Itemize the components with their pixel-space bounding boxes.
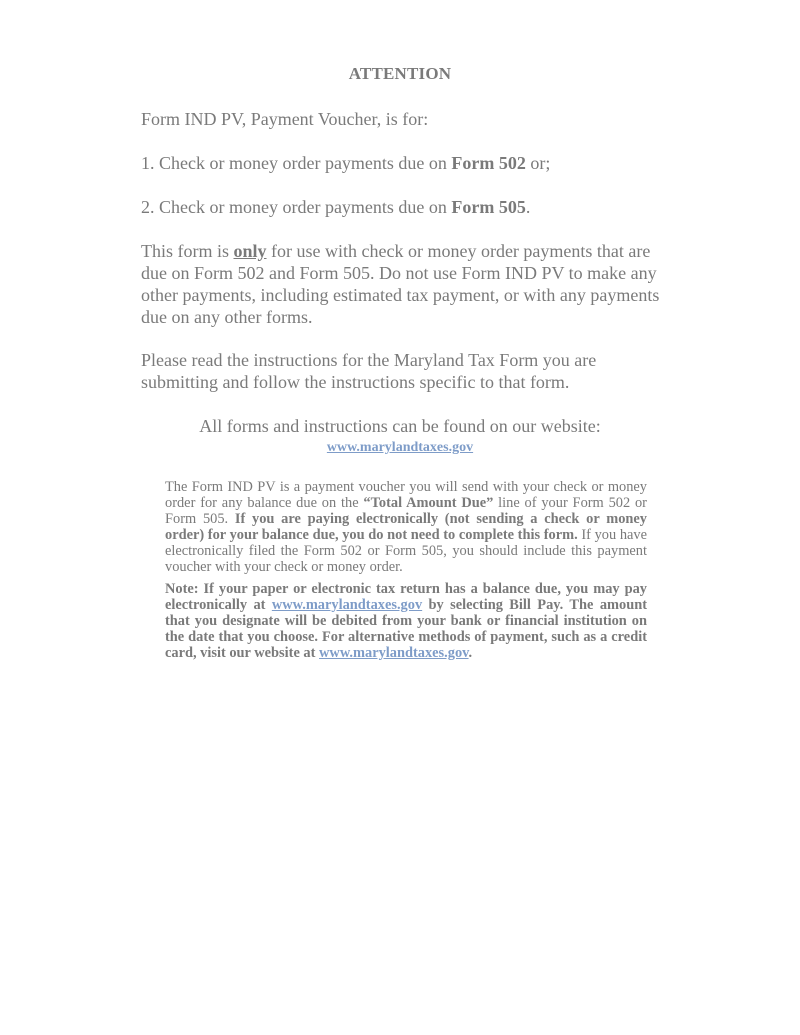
note-text-c: . bbox=[468, 644, 473, 661]
note-text-b: by selecting Bill Pay. The amount that you designate will be debited from your bank or financial institution on the date that you choose. For alternative methods of payment, such as a credit card, visit our website at bbox=[165, 596, 647, 661]
item-form-502 bbox=[141, 152, 671, 174]
restriction-text-start: This form is bbox=[141, 241, 234, 261]
website-link-container bbox=[0, 440, 800, 456]
item-text: 2. Check or money order payments due on bbox=[141, 197, 452, 217]
instructions-paragraph: Please read the instructions for the Maryland Tax Form you are submitting and follow the instructions specific to that form. bbox=[141, 350, 597, 392]
item-suffix: . bbox=[525, 197, 531, 217]
attention-heading: ATTENTION bbox=[348, 64, 452, 83]
item-suffix: or; bbox=[525, 153, 551, 173]
website-link[interactable]: www.marylandtaxes.gov bbox=[326, 440, 474, 455]
bill-pay-link[interactable]: www.marylandtaxes.gov bbox=[271, 596, 423, 613]
total-amount-due-label: “Total Amount Due” bbox=[363, 494, 494, 511]
restriction-text-rest: for use with check or money order payments that are due on Form 502 and Form 505. Do not use Form IND PV to make any other payments, including estimated tax payment, or with any payments due on any other forms. bbox=[141, 241, 660, 327]
only-emphasis: only bbox=[233, 241, 267, 261]
voucher-description bbox=[165, 480, 647, 575]
voucher-text-a: The Form IND PV is a payment voucher you will send with your check or money order for any balance due on the bbox=[165, 479, 647, 511]
usage-restriction-paragraph bbox=[141, 240, 671, 328]
item-form-505 bbox=[141, 196, 671, 218]
note-text-a: Note: If your paper or electronic tax return has a balance due, you may pay electronically at bbox=[165, 581, 647, 613]
item-text: 1. Check or money order payments due on bbox=[141, 153, 452, 173]
electronic-payment-note: If you are paying electronically (not sending a check or money order) for your balance due, you do not need to complete this form. bbox=[165, 510, 647, 543]
payment-note bbox=[165, 582, 647, 662]
website-notice: All forms and instructions can be found on our website: bbox=[199, 416, 601, 436]
form-505-label: Form 505 bbox=[451, 197, 526, 217]
payment-methods-link[interactable]: www.marylandtaxes.gov bbox=[319, 644, 469, 661]
voucher-text-c: line of your Form 502 or Form 505. bbox=[165, 494, 647, 527]
form-502-label: Form 502 bbox=[451, 153, 526, 173]
intro-paragraph: Form IND PV, Payment Voucher, is for: bbox=[141, 109, 429, 129]
voucher-text-e: If you have electronically filed the Form 502 or Form 505, you should include this payment voucher with your check or money order. bbox=[165, 526, 647, 575]
